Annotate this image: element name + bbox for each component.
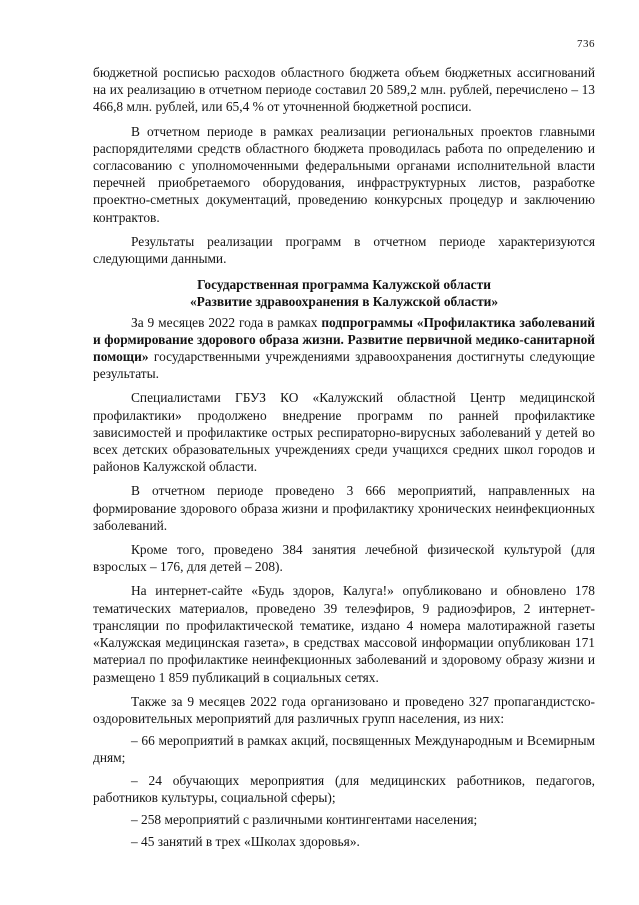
paragraph-budget: бюджетной росписью расходов областного бюджета объем бюджетных ассигнований на их реализацию в отчетном периоде составил 20 589,2 млн. рублей, перечислено – 13 466,8 млн. рублей, или 65,4 % от уточненной бюджетной росписи. [93,65,595,115]
heading-line-1: Государственная программа Калужской области [197,277,491,293]
document-body [93,64,595,850]
paragraph-events: В отчетном периоде проведено 3 666 мероприятий, направленных на формирование здорового образа жизни и профилактику хронических неинфекционных заболеваний. [93,483,595,533]
subprogram-lead: За 9 месяцев 2022 года в рамках [131,314,322,330]
section-heading [93,276,595,310]
list-item: – 66 мероприятий в рамках акций, посвященных Международным и Всемирным дням; [93,733,595,766]
paragraph-subprogram [93,314,595,383]
subprogram-name: подпрограммы «Профилактика заболеваний и формирование здорового образа жизни. Развитие первичной медико-санитарной помощи» [93,314,596,365]
page-number: 736 [577,38,595,50]
paragraph-results-intro: Результаты реализации программ в отчетном периоде характеризуются следующими данными. [93,233,595,267]
paragraph-physical-culture: Кроме того, проведено 384 занятия лечебной физической культурой (для взрослых – 176, для детей – 208). [93,542,595,575]
paragraph-media: На интернет-сайте «Будь здоров, Калуга!» опубликовано и обновлено 178 тематических материалов, проведено 39 телеэфиров, 9 радиоэфиров, 2 интернет-трансляции по профилактической тематике, издано 4 номера малотиражной газеты «Калужская медицинская газета», в средствах массовой информации опубликован 171 материал по профилактике неинфекционных заболеваний и здоровому образу жизни и размещено 1 859 публикаций в социальных сетях. [93,583,595,685]
paragraph-promotional-events: Также за 9 месяцев 2022 года организовано и проведено 327 пропагандистско-оздоровительных мероприятий для различных групп населения, из них: [93,693,595,726]
list-item: – 24 обучающих мероприятия (для медицинских работников, педагогов, работников культуры, социальной сферы); [93,772,595,805]
list-item: – 45 занятий в трех «Школах здоровья». [131,834,360,850]
paragraph-regional-projects: В отчетном периоде в рамках реализации региональных проектов главными распорядителями средств областного бюджета проводилась работа по определению и согласованию с уполномоченными федеральными органами исполнительной власти перечней приобретаемого оборудования, инфраструктурных листов, разработке проектно-сметных документаций, проведению конкурсных процедур и заключению контрактов. [93,123,595,225]
heading-line-2: «Развитие здравоохранения в Калужской области» [189,294,499,310]
paragraph-prevention-center: Специалистами ГБУЗ КО «Калужский областной Центр медицинской профилактики» продолжено внедрение программ по ранней профилактике зависимостей и профилактике острых респираторно-вирусных заболеваний у детей во всех детских образовательных учреждениях среди учащихся средних школ городов и районов Калужской области. [93,390,595,475]
subprogram-tail: государственными учреждениями здравоохранения достигнуты следующие результаты. [93,349,595,382]
list-item: – 258 мероприятий с различными контингентами населения; [131,811,478,827]
